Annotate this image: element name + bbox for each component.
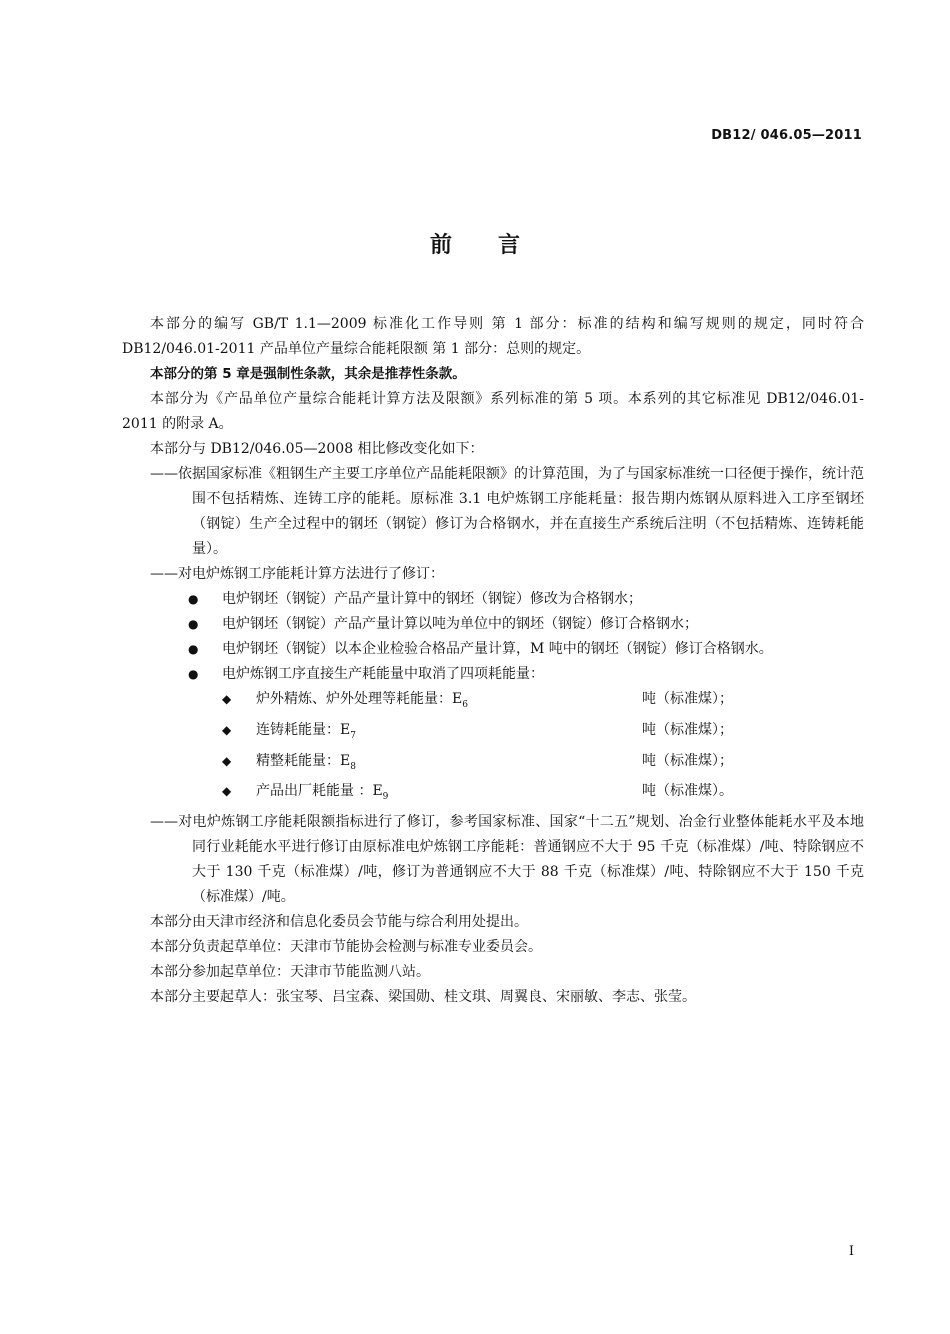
diamond-bullet-icon: ◆ [222, 692, 232, 706]
change-item-method: ——对电炉炼钢工序能耗计算方法进行了修订： [150, 566, 444, 582]
list-item [188, 637, 864, 662]
paragraph-standard-basis: 本部分的编写 GB/T 1.1—2009 标准化工作导则 第 1 部分：标准的结构和编写规则的规定，同时符合 DB12/046.01-2011 产品单位产量综合能耗限额 第 1 部分：总则的规定。 [122, 316, 864, 357]
document-code: DB12/ 046.05—2011 [711, 128, 862, 143]
diamond-bullet-icon: ◆ [222, 753, 232, 768]
energy-label: 产品出厂耗能量 ：$E_9$ [256, 783, 389, 803]
paragraph-main-drafters: 本部分主要起草人：张宝琴、吕宝森、梁国勋、桂文琪、周翼良、宋丽敏、李志、张莹。 [150, 989, 696, 1006]
paragraph-mandatory-clause: 本部分的第 5 章是强制性条款，其余是推荐性条款。 [150, 366, 466, 382]
round-bullet-icon: ● [188, 617, 199, 631]
bullet-text: 电炉钢坯（钢锭）产品产量计算中的钢坯（钢锭）修改为合格钢水； [222, 591, 642, 607]
energy-label: 连铸耗能量：$E_7$ [256, 721, 356, 741]
diamond-bullet-icon: ◆ [222, 784, 232, 799]
list-item [188, 587, 864, 612]
energy-unit: 吨（标准煤）； [642, 721, 733, 738]
energy-unit: 吨（标准煤）； [642, 752, 733, 769]
page-number: I [848, 1244, 854, 1259]
paragraph-proposer: 本部分由天津市经济和信息化委员会节能与综合利用处提出。 [150, 914, 528, 931]
list-item [188, 612, 864, 637]
energy-label: 精整耗能量：$E_8$ [256, 752, 356, 772]
change-item-limits: ——对电炉炼钢工序能耗限额指标进行了修订，参考国家标准、国家“十二五”规划、冶金行业整体能耗水平及本地同行业耗能水平进行修订由原标准电炉炼钢工序能耗：普通钢应不大于 95 千克（标准煤）/吨、特除钢应不大于 130 千克（标准煤）/吨，修订为普通钢应不大于 88 千克（标准煤）/吨、特除钢应不大于 150 千克（标准煤）/吨。 [150, 814, 864, 906]
energy-unit: 吨（标准煤）； [642, 691, 733, 707]
round-bullet-icon: ● [188, 592, 199, 606]
energy-item [222, 687, 864, 718]
bullet-text: 电炉钢坯（钢锭）以本企业检验合格品产量计算，M 吨中的钢坯（钢锭）修订合格钢水。 [222, 641, 773, 657]
document-body [122, 312, 864, 1010]
round-bullet-icon: ● [188, 642, 199, 656]
energy-label: 炉外精炼、炉外处理等耗能量：$E_6$ [256, 691, 468, 710]
energy-item [222, 779, 864, 810]
list-item [188, 662, 864, 687]
paragraph-changes-intro: 本部分与 DB12/046.05—2008 相比修改变化如下： [150, 441, 484, 457]
diamond-bullet-icon: ◆ [222, 722, 232, 737]
page-title: 前言 [429, 233, 566, 258]
bullet-text: 电炉钢坯（钢锭）产品产量计算以吨为单位中的钢坯（钢锭）修订合格钢水； [222, 616, 698, 632]
energy-unit: 吨（标准煤）。 [642, 783, 733, 800]
energy-item [222, 718, 864, 749]
paragraph-lead-drafter: 本部分负责起草单位：天津市节能协会检测与标准专业委员会。 [150, 939, 542, 956]
paragraph-series-info: 本部分为《产品单位产量综合能耗计算方法及限额》系列标准的第 5 项。本系列的其它标准见 DB12/046.01-2011 的附录 A。 [122, 391, 864, 432]
paragraph-participating-drafter: 本部分参加起草单位：天津市节能监测八站。 [150, 964, 430, 981]
change-item-scope: ——依据国家标准《粗钢生产主要工序单位产品能耗限额》的计算范围，为了与国家标准统一口径便于操作，统计范围不包括精炼、连铸工序的能耗。原标准 3.1 电炉炼钢工序能耗量：报告期内炼钢从原料进入工序至钢坯（钢锭）生产全过程中的钢坯（钢锭）修订为合格钢水，并在直接生产系统后注明（不包括精炼、连铸耗能量）。 [150, 466, 864, 557]
bullet-text: 电炉炼钢工序直接生产耗能量中取消了四项耗能量： [222, 666, 544, 682]
round-bullet-icon: ● [188, 667, 199, 681]
energy-item [222, 749, 864, 780]
